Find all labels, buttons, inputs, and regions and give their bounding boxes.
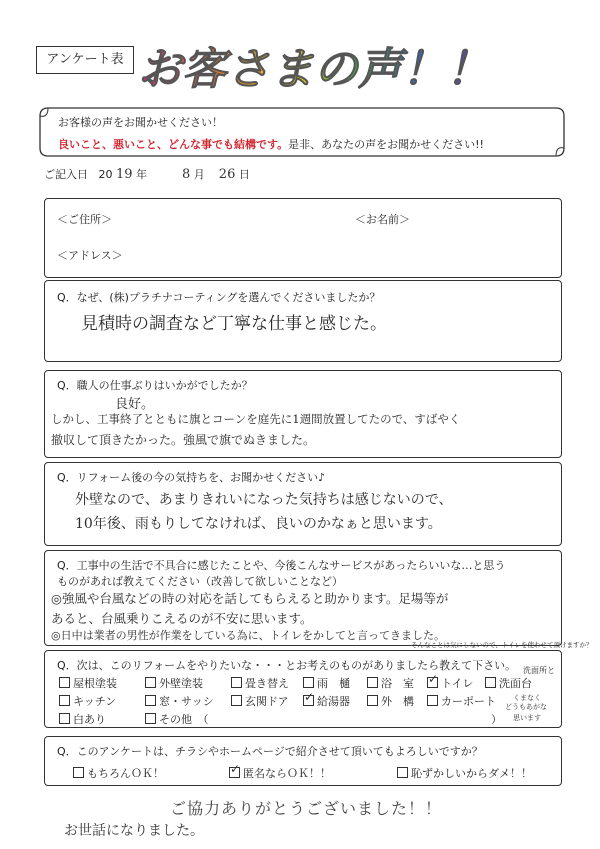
q6-question: Q．このアンケートは、チラシやホームページで紹介させて頂いてもよろしいですか？ xyxy=(57,745,483,758)
q6-box xyxy=(44,736,562,786)
date-row xyxy=(44,166,250,182)
check-mark-icon: ✓ xyxy=(304,690,315,704)
intro-red-text: 良いこと、悪いこと、どんな事でも結構です。 xyxy=(58,138,289,151)
intro-line-1: お客様の声をお聞かせください！ xyxy=(58,116,223,129)
q3-answer-2[interactable]: 10年後、雨もりしてなければ、良いのかなぁと思います。 xyxy=(75,516,442,532)
title-text: お客さまの声！！ xyxy=(138,44,490,95)
check-mark-icon: ✓ xyxy=(428,672,439,686)
checkbox-checked[interactable] xyxy=(229,762,241,778)
checkbox-checked[interactable] xyxy=(427,672,439,688)
option-other[interactable]: その他 （ xyxy=(145,711,209,727)
q2-answer-3[interactable]: 撤収して頂きたかった。強風で旗でぬきました。 xyxy=(51,433,316,447)
q5-side-note-4[interactable]: 思います xyxy=(513,714,541,722)
date-day-unit: 日 xyxy=(238,168,250,181)
checkbox[interactable] xyxy=(59,713,70,724)
q5-side-note-3[interactable]: どうもあがな xyxy=(505,703,547,711)
checkbox[interactable] xyxy=(303,677,314,688)
q5-box xyxy=(44,650,562,728)
option-anonymous-ok[interactable]: ✓ 匿名ならＯＫ！！ xyxy=(230,762,331,780)
option-washbasin[interactable]: 洗面台 xyxy=(485,675,532,691)
option-no[interactable]: 恥ずかしいからダメ！！ xyxy=(397,765,532,781)
email-label: ＜アドレス＞ xyxy=(57,249,123,262)
q4-answer-1[interactable]: ◎強風や台風などの時の対応を話してもらえると助かります。足場等が xyxy=(51,591,449,606)
option-carport[interactable]: カーポート xyxy=(427,693,496,709)
option-entrance-door[interactable]: 玄関ドア xyxy=(231,693,289,709)
checkbox[interactable] xyxy=(427,695,438,706)
date-month-value[interactable]: 8 xyxy=(182,167,191,182)
option-gutter[interactable]: 雨 樋 xyxy=(303,675,350,691)
option-other-close: ） xyxy=(491,713,502,726)
q4-answer-3[interactable]: ◎日中は業者の男性が作業をしている為に、トイレをかしてと言ってきました。 xyxy=(51,629,446,642)
option-ok[interactable]: もちろんＯＫ！ xyxy=(73,765,164,781)
option-kitchen[interactable]: キッチン xyxy=(59,693,116,709)
q2-answer-1[interactable]: 良好。 xyxy=(115,397,155,412)
q4-box xyxy=(44,550,593,649)
q3-box xyxy=(44,462,562,546)
q4-question-2: ものがあれば教えてください（改善して欲しいことなど） xyxy=(57,575,343,588)
checkbox[interactable] xyxy=(59,677,70,688)
option-tatami[interactable]: 畳き替え xyxy=(231,675,289,691)
q1-box xyxy=(44,280,562,362)
date-day-value[interactable]: 26 xyxy=(218,167,236,182)
checkbox[interactable] xyxy=(145,695,156,706)
q4-answer-2[interactable]: あると、台風乗りこえるのが不安に思います。 xyxy=(51,611,313,626)
thanks-message: ご協力ありがとうございました！！ xyxy=(170,799,443,818)
checkbox[interactable] xyxy=(485,677,496,688)
q4-answer-note[interactable]: そんなことは気にしないので、トイレを使わせて頂けますか？ xyxy=(411,641,593,649)
option-window[interactable]: 窓・サッシ xyxy=(145,693,214,709)
q3-question: Q．リフォーム後の今の気持ちを、お聞かせください♪ xyxy=(57,471,326,484)
q1-answer[interactable]: 見積時の調査など丁寧な仕事と感じた。 xyxy=(81,314,387,334)
option-toilet[interactable]: ✓ トイレ xyxy=(428,672,474,690)
checkbox[interactable] xyxy=(231,695,242,706)
survey-tag: アンケート表 xyxy=(36,46,134,74)
option-termite[interactable]: 白あり xyxy=(59,711,106,727)
q2-answer-2[interactable]: しかし、工事終了とともに旗とコーンを庭先に1週間放置してたので、すばやく xyxy=(51,412,461,426)
handwritten-sign[interactable]: お世話になりました。 xyxy=(64,823,204,839)
name-label: ＜お名前＞ xyxy=(355,213,410,226)
checkbox[interactable] xyxy=(145,677,156,688)
intro-rest-text: 是非、あなたの声をお聞かせください!! xyxy=(288,138,484,151)
checkbox[interactable] xyxy=(73,767,84,778)
checkbox[interactable] xyxy=(367,695,378,706)
option-roof-paint[interactable]: 屋根塗装 xyxy=(59,675,117,691)
main-title xyxy=(130,38,530,98)
info-box xyxy=(44,198,562,278)
q1-question: Q．なぜ、(株)プラチナコーティングを選んでくださいましたか？ xyxy=(57,291,381,304)
checkbox-checked[interactable] xyxy=(303,690,315,706)
q5-side-note-2[interactable]: くまなく xyxy=(513,694,541,702)
address-label: ＜ご住所＞ xyxy=(57,213,112,226)
checkbox[interactable] xyxy=(397,767,408,778)
intro-line-2 xyxy=(58,136,484,152)
q2-box xyxy=(44,370,562,458)
date-month-unit: 月 xyxy=(193,168,205,181)
option-water-heater[interactable]: ✓ 給湯器 xyxy=(304,690,350,708)
date-year-value[interactable]: 19 xyxy=(116,167,133,182)
q5-side-note-1[interactable]: 洗面所と xyxy=(523,666,555,675)
q4-question-1: Q．工事中の生活で不具合に感じたことや、今後こんなサービスがあったらいいな…と思う xyxy=(57,559,506,572)
date-year-prefix: 20 xyxy=(98,168,113,181)
q2-question: Q．職人の仕事ぶりはいかがでしたか？ xyxy=(57,379,253,392)
option-bathroom[interactable]: 浴 室 xyxy=(367,675,414,691)
checkbox[interactable] xyxy=(145,713,156,724)
checkbox[interactable] xyxy=(59,695,70,706)
date-label: ご記入日 xyxy=(44,168,88,181)
option-wall-paint[interactable]: 外壁塗装 xyxy=(145,675,203,691)
checkbox[interactable] xyxy=(367,677,378,688)
checkbox[interactable] xyxy=(231,677,242,688)
q3-answer-1[interactable]: 外壁なので、あまりきれいになった気持ちは感じないので、 xyxy=(75,492,453,508)
option-exterior[interactable]: 外 構 xyxy=(367,693,414,709)
check-mark-icon: ✓ xyxy=(230,762,241,776)
q5-question: Q．次は、このリフォームをやりたいな・・・とお考えのものがありましたら教えて下さい。 xyxy=(57,659,517,672)
date-year-unit: 年 xyxy=(136,168,148,181)
